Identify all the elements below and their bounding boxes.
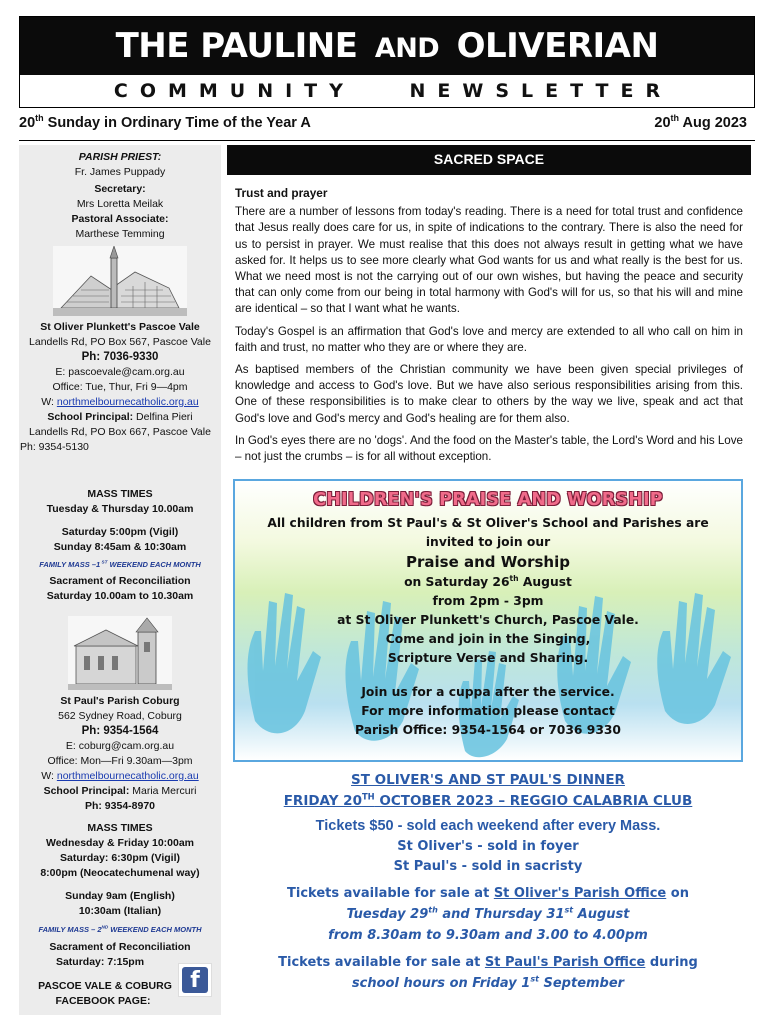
oliver-website-row: W: northmelbournecatholic.org.au — [41, 396, 199, 408]
parish-sidebar — [19, 145, 221, 1015]
priest-name: Fr. James Puppady — [74, 166, 166, 178]
facebook-label-2: FACEBOOK PAGE: — [55, 995, 151, 1007]
paul-email: E: coburg@cam.org.au — [65, 740, 175, 752]
dinner-paul-sale: St Paul's - sold in sacristy — [393, 859, 583, 874]
oliver-church-name: St Oliver Plunkett's Pascoe Vale — [40, 321, 200, 333]
oliver-school-phone: Ph: 9354-5130 — [20, 441, 89, 453]
oliver-school-address: Landells Rd, PO Box 667, Pascoe Vale — [29, 426, 211, 438]
facebook-icon[interactable]: f — [178, 963, 212, 997]
praise-title: CHILDREN'S PRAISE AND WORSHIP — [313, 490, 663, 510]
oliver-mass-weekday: Tuesday & Thursday 10.00am — [46, 503, 194, 515]
praise-line-7: Come and join in the Singing, — [385, 632, 591, 646]
paul-office-ref: St Paul's Parish Office — [484, 955, 646, 970]
oliver-address: Landells Rd, PO Box 567, Pascoe Vale — [29, 336, 211, 348]
dinner-date: FRIDAY 20TH OCTOBER 2023 – REGGIO CALABRIA CLUB — [283, 791, 693, 809]
assoc-name: Marthese Temming — [75, 228, 165, 240]
praise-line-5: from 2pm - 3pm — [432, 594, 544, 608]
paul-reconciliation-title: Sacrament of Reconciliation — [49, 941, 191, 953]
paul-mass-neocat: 8:00pm (Neocatechumenal way) — [40, 867, 200, 879]
oliver-family-mass: FAMILY MASS –1 $^{ST}$ WEEKEND EACH MONTH — [39, 559, 201, 569]
subtitle-word-2: NEWSLETTER — [409, 80, 673, 102]
paul-website-row: W: northmelbournecatholic.org.au — [41, 770, 199, 782]
oliver-website-link[interactable]: northmelbournecatholic.org.au — [56, 396, 199, 408]
praise-line-11: Parish Office: 9354-1564 or 7036 9330 — [355, 723, 621, 737]
title-part-2: OLIVERIAN — [456, 26, 659, 66]
st-oliver-church-image — [53, 246, 187, 316]
priest-label: PARISH PRIEST: — [78, 151, 162, 163]
paul-church-name: St Paul's Parish Coburg — [60, 695, 180, 707]
paul-phone: Ph: 9354-1564 — [81, 725, 159, 737]
calendar-date: 20th Aug 2023 — [654, 113, 747, 131]
oliver-office-hours: Office: Tue, Thur, Fri 9—4pm — [52, 381, 188, 393]
article-paragraph-4: In God's eyes there are no 'dogs'. And the food on the Master's table, the Lord's Word and his Love – not just the crumbs – is for all without exception. — [235, 433, 743, 464]
praise-text — [235, 490, 741, 740]
paul-mass-title: MASS TIMES — [87, 822, 153, 834]
paul-address: 562 Sydney Road, Coburg — [58, 710, 182, 722]
oliver-mass-sunday: Sunday 8:45am & 10:30am — [53, 541, 187, 553]
dinner-title: ST OLIVER'S AND ST PAUL'S DINNER — [351, 772, 625, 788]
paul-mass-saturday: Saturday: 6:30pm (Vigil) — [59, 852, 180, 864]
paul-school-phone: Ph: 9354-8970 — [84, 800, 156, 812]
paul-website-link[interactable]: northmelbournecatholic.org.au — [56, 770, 199, 782]
paul-mass-sunday-english: Sunday 9am (English) — [65, 890, 175, 902]
praise-line-2: invited to join our — [425, 535, 551, 549]
divider — [19, 140, 755, 141]
praise-line-8: Scripture Verse and Sharing. — [387, 651, 589, 665]
newsletter-subtitle — [20, 75, 754, 108]
childrens-praise-box — [233, 479, 743, 762]
praise-line-3: Praise and Worship — [406, 553, 570, 571]
secretary-label: Secretary: — [94, 183, 146, 195]
oliver-phone: Ph: 7036-9330 — [81, 351, 159, 363]
dateline — [19, 115, 747, 137]
dinner-availability-oliver: Tickets available for sale at St Oliver's Parish Office on — [287, 886, 689, 901]
assoc-label: Pastoral Associate: — [71, 213, 169, 225]
paul-reconciliation-time: Saturday: 7:15pm — [55, 956, 145, 968]
masthead — [19, 16, 755, 108]
subtitle-word-1: COMMUNITY — [113, 80, 355, 102]
sacred-space-section — [227, 145, 751, 471]
dinner-ticket-price: Tickets $50 - sold each weekend after every Mass. — [315, 818, 661, 834]
praise-line-6: at St Oliver Plunkett's Church, Pascoe Vale. — [337, 613, 639, 627]
liturgical-date: 20th Sunday in Ordinary Time of the Year A — [19, 113, 311, 131]
title-and: AND — [374, 33, 440, 64]
oliver-reconciliation-time: Saturday 10.00am to 10.30am — [46, 590, 194, 602]
praise-line-9: Join us for a cuppa after the service. — [361, 685, 615, 699]
paul-mass-sunday-italian: 10:30am (Italian) — [78, 905, 162, 917]
sacred-space-header: SACRED SPACE — [227, 145, 751, 175]
dinner-oliver-sale: St Oliver's - sold in foyer — [397, 839, 579, 854]
title-part-1: THE PAULINE — [115, 26, 358, 66]
paul-school-principal: School Principal: Maria Mercuri — [43, 785, 197, 797]
oliver-school-principal: School Principal: Delfina Pieri — [47, 411, 193, 423]
oliver-mass-title: MASS TIMES — [87, 488, 153, 500]
dinner-section — [233, 770, 743, 994]
article-paragraph-2: Today's Gospel is an affirmation that God's love and mercy are extended to all who call on him in faith and trust, no matter who they are or where they are. — [235, 324, 743, 354]
article-heading: Trust and prayer — [235, 186, 328, 200]
dinner-availability-paul: Tickets available for sale at St Paul's Parish Office during — [278, 955, 698, 970]
oliver-mass-saturday: Saturday 5:00pm (Vigil) — [61, 526, 179, 538]
oliver-reconciliation-title: Sacrament of Reconciliation — [49, 575, 191, 587]
dinner-paul-dates: school hours on Friday 1st September — [351, 974, 625, 991]
dinner-oliver-dates: Tuesday 29th and Thursday 31st August — [346, 905, 630, 922]
oliver-office-ref: St Oliver's Parish Office — [493, 886, 667, 901]
paul-office-hours: Office: Mon—Fri 9.30am—3pm — [47, 755, 193, 767]
praise-line-4: on Saturday 26th August — [404, 573, 572, 589]
sacred-space-article — [227, 175, 751, 465]
dinner-oliver-times: from 8.30am to 9.30am and 3.00 to 4.00pm — [328, 928, 648, 943]
paul-family-mass: FAMILY MASS – 2ND WEEKEND EACH MONTH — [38, 924, 202, 934]
praise-line-1: All children from St Paul's & St Oliver's School and Parishes are — [267, 516, 709, 530]
praise-line-10: For more information please contact — [361, 704, 615, 718]
secretary-name: Mrs Loretta Meilak — [76, 198, 164, 210]
article-paragraph-1: There are a number of lessons from today's reading. There is a need for total trust and confidence that Jesus really does care for us, in spite of indications to the contrary. There is also the need for us to persist in prayer. We must realise that this does not always result in getting what we have asked for. It helps us to see more clearly what God wants for us and what really is the best for us. What we need most is not the carrying out of our own wishes, but having the peace and security that can only come from our being in total harmony with God's will for us, so that his will and mine are identical – so that I want what he wants. — [235, 205, 743, 316]
oliver-email: E: pascoevale@cam.org.au — [55, 366, 185, 378]
paul-mass-weekday: Wednesday & Friday 10:00am — [45, 837, 195, 849]
st-paul-church-image — [68, 616, 172, 690]
facebook-label-1: PASCOE VALE & COBURG — [38, 980, 172, 992]
newsletter-title — [20, 17, 754, 75]
article-paragraph-3: As baptised members of the Christian community we have been given special privileges of knowledge and access to God's love. But we have also serious responsibilities arising from this. One of these responsibilities is to make clear to others by the way we live, speak and act that God's love and God's mercy and God's healing are for them also. — [235, 363, 743, 425]
